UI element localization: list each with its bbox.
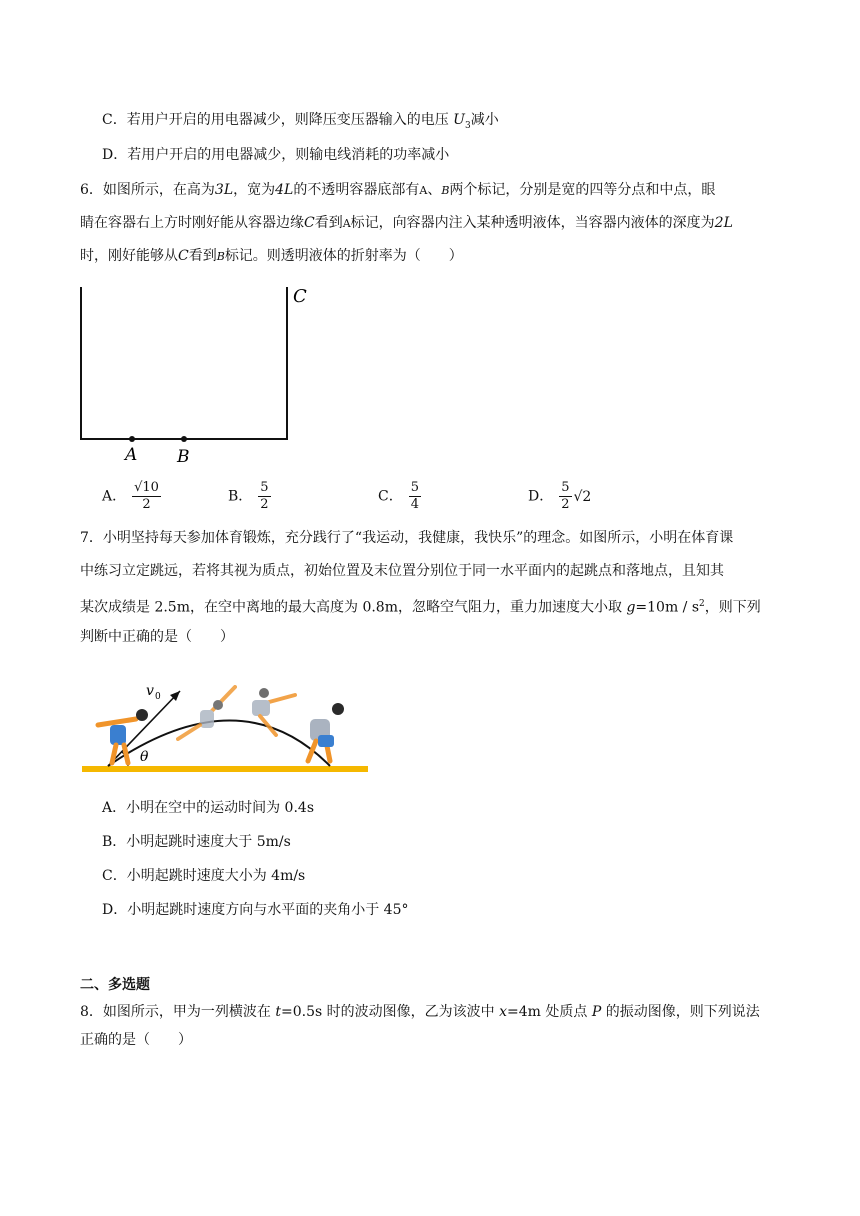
q6-container-figure: [70, 280, 330, 470]
q7-long-jump-figure: [80, 675, 375, 780]
q7-option-b: B．小明起跳时速度大于 5m/s: [102, 834, 291, 850]
velocity-subscript: 0: [155, 692, 161, 702]
label-c: C: [293, 286, 307, 307]
label-a: A: [125, 445, 138, 465]
q5-option-c-text: C．若用户开启的用电器减少，则降压变压器输入的电压: [102, 112, 454, 128]
section-title-multi-choice: 二、多选题: [80, 977, 150, 993]
angle-label: θ: [140, 749, 149, 765]
q7-option-c: C．小明起跳时速度大小为 4m/s: [102, 868, 306, 884]
jumper-landing: [308, 703, 344, 761]
q8-stem-line2: 正确的是（ ）: [80, 1032, 192, 1048]
q8-stem-line1: 8．如图所示，甲为一列横波在 t=0.5s 时的波动图像，乙为该波中 x=4m 处质点 P 的振动图像，则下列说法: [80, 1004, 760, 1020]
q5-option-c-sub: 3: [464, 120, 471, 131]
q7-stem-line2: 中练习立定跳远，若将其视为质点，初始位置及末位置分别位于同一水平面内的起跳点和落地点，且知其: [80, 563, 724, 579]
q5-option-c-var: U: [453, 112, 465, 128]
q6-stem-line3: 时，刚好能够从C看到B标记。则透明液体的折射率为（ ）: [80, 248, 463, 264]
mark-a-dot: [129, 436, 135, 442]
q7-option-a: A．小明在空中的运动时间为 0.4s: [102, 800, 315, 816]
q7-stem-line3: 某次成绩是 2.5m，在空中离地的最大高度为 0.8m，忽略空气阻力，重力加速度大小取 $g=10m / s^2$，则下列: [80, 599, 761, 616]
q5-option-d-text: D．若用户开启的用电器减少，则输电线消耗的功率减小: [102, 147, 450, 163]
container-outline: [81, 287, 287, 439]
q7-stem-line1: 7．小明坚持每天参加体育锻炼，充分践行了“我运动，我健康，我快乐”的理念。如图所示，小明在体育课: [80, 530, 734, 546]
q6-stem-line1: 6．如图所示，在高为3L，宽为4L的不透明容器底部有A、B两个标记，分别是宽的四等分点和中点，眼: [80, 182, 716, 198]
q7-stem-line4: 判断中正确的是（ ）: [80, 629, 234, 645]
q6-option-d: D． $\frac{5}{2}$ √2: [528, 480, 592, 512]
label-b: B: [177, 447, 190, 467]
mark-b-dot: [181, 436, 187, 442]
q5-option-d: [102, 145, 449, 165]
velocity-label: v: [146, 683, 154, 699]
q6-stem-line2: 睛在容器右上方时刚好能从容器边缘C看到A标记，向容器内注入某种透明液体，当容器内液体的深度为2L: [80, 215, 733, 231]
q6-option-a: A． $\frac{√10}{2}$: [102, 480, 159, 512]
ground-strip: [82, 766, 368, 772]
q6-option-c: C． $\frac{5}{4}$: [378, 480, 419, 512]
q7-option-d: D．小明起跳时速度方向与水平面的夹角小于 45°: [102, 902, 409, 918]
q5-option-c-post: 减小: [470, 112, 499, 128]
q5-option-c: [102, 110, 499, 136]
q6-option-b: B． $\frac{5}{2}$: [228, 480, 269, 512]
jumper-flight-1: [178, 687, 235, 739]
